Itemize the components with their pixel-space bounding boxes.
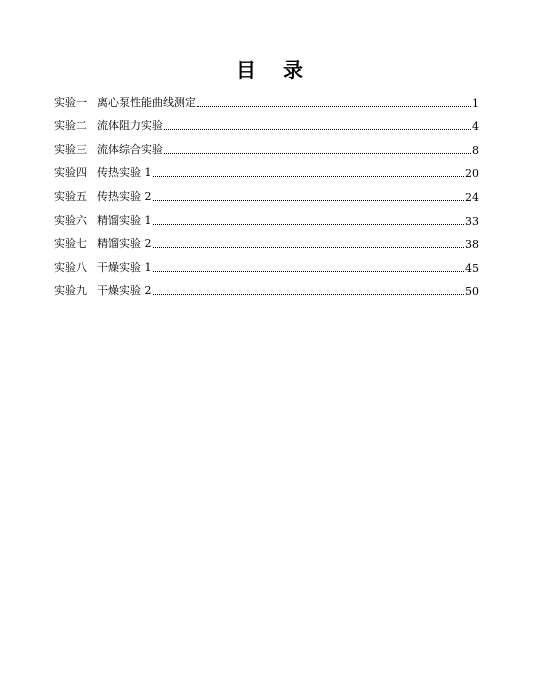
toc-entry[interactable]	[54, 275, 479, 299]
toc-entry-number: 实验七	[54, 237, 87, 251]
toc-dot-leader	[153, 246, 465, 248]
toc-entry-number: 实验八	[54, 260, 87, 274]
toc-entry-page: 38	[465, 238, 479, 252]
toc-entry[interactable]	[54, 180, 479, 204]
toc-dot-leader	[153, 175, 465, 177]
toc-entry-number: 实验五	[54, 189, 87, 203]
toc-entry-page: 8	[472, 143, 479, 157]
toc-entry-number: 实验六	[54, 213, 87, 227]
toc-dot-leader	[164, 152, 471, 154]
toc-entry-page: 45	[465, 261, 479, 275]
toc-entry-name: 传热实验 1	[97, 166, 152, 180]
toc-entry[interactable]	[54, 251, 479, 275]
toc-dot-leader	[153, 293, 465, 295]
toc-dot-leader	[197, 105, 471, 107]
toc-entry[interactable]	[54, 133, 479, 157]
toc-entry-page: 1	[472, 96, 479, 110]
toc-entry-number: 实验二	[54, 119, 87, 133]
toc-dot-leader	[153, 199, 465, 201]
toc-entry[interactable]	[54, 204, 479, 228]
toc-entry-page: 33	[465, 214, 479, 228]
toc-entry-number: 实验三	[54, 142, 87, 156]
toc-entry[interactable]	[54, 110, 479, 134]
toc-entry-name: 精馏实验 1	[97, 213, 152, 227]
toc-title: 目 录	[236, 58, 313, 82]
toc-entry-name: 干燥实验 1	[97, 260, 152, 274]
toc-entry-page: 24	[465, 190, 479, 204]
toc-dot-leader	[153, 270, 465, 272]
toc-entry-number: 实验一	[54, 95, 87, 109]
toc-entry[interactable]	[54, 228, 479, 252]
toc-entry-name: 流体综合实验	[97, 142, 163, 156]
toc-entry-page: 20	[465, 167, 479, 181]
toc-entry-page: 4	[472, 120, 479, 134]
toc-entry-number: 实验九	[54, 284, 87, 298]
toc-entry-page: 50	[465, 285, 479, 299]
toc-entry-name: 离心泵性能曲线测定	[97, 95, 196, 109]
toc-dot-leader	[153, 223, 465, 225]
toc-list	[54, 86, 479, 298]
toc-entry-name: 流体阻力实验	[97, 119, 163, 133]
toc-entry-name: 精馏实验 2	[97, 237, 152, 251]
toc-entry[interactable]	[54, 157, 479, 181]
toc-entry-name: 干燥实验 2	[97, 284, 152, 298]
toc-entry-number: 实验四	[54, 166, 87, 180]
toc-dot-leader	[164, 128, 471, 130]
toc-entry-name: 传热实验 2	[97, 189, 152, 203]
toc-entry[interactable]	[54, 86, 479, 110]
